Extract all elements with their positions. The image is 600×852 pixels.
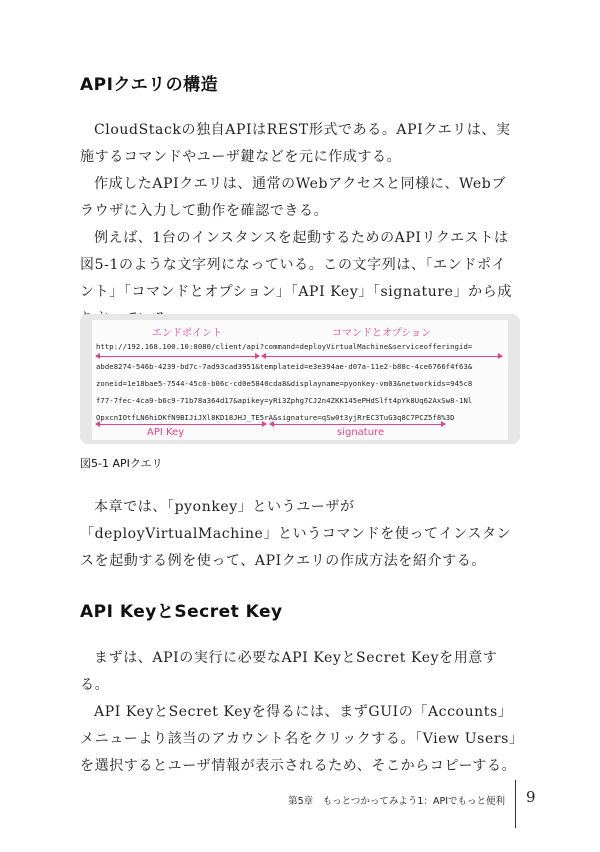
code-line: OpxcnIOtfLN6hiDKfN9BIJiJXl8KD18JHJ_TE5rA&signature=qSw0t3yjRrEC3TuG3q8C7PCZ5f8%3D: [96, 413, 455, 422]
apikey-label: API Key: [147, 427, 185, 438]
endpoint-label: エンドポイント: [152, 328, 222, 339]
paragraph: 作成したAPIクエリは、通常のWebアクセスと同様に、Webブラウザに入力して動作を確認できる。: [80, 176, 506, 219]
code-line: f77-7fec-4ca9-b6c9-71b78a364d17&apikey=yRi3Zphg7CJ2n4ZKK145ePHdSlft4pYk8Uq62AxSw8-1Nl: [96, 396, 473, 405]
figure-caption: 図5-1 APIクエリ: [80, 457, 163, 470]
chapter-footer: 第5章 もっとつかってみよう1：APIでもっと便利: [288, 796, 505, 807]
code-line: http://192.168.100.10:8080/client/api?command=deployVirtualMachine&serviceofferingid=: [96, 342, 473, 351]
section-heading-api-query-structure: APIクエリの構造: [80, 75, 219, 95]
section1-body: [80, 117, 520, 333]
code-line: abde8274-546b-4239-bd7c-7ad93cad3951&templateid=e3e394ae-d07a-11e2-b88c-4ce6766f4f63&: [96, 362, 473, 371]
paragraph: 本章では、「pyonkey」というユーザが「deployVirtualMachine」というコマンドを使ってインスタンスを起動する例を使って、APIクエリの作成方法を紹介する。: [80, 499, 512, 569]
signature-label: signature: [337, 427, 385, 438]
section-heading-api-key-secret-key: API KeyとSecret Key: [80, 602, 283, 622]
paragraph: CloudStackの独自APIはREST形式である。APIクエリは、実施するコマンドやユーザ鍵などを元に作成する。: [80, 122, 511, 165]
endpoint-span-arrow: [96, 356, 259, 357]
page-number: 9: [526, 788, 536, 806]
apikey-span-arrow: [96, 424, 266, 425]
code-line: zoneid=1e18bae5-7544-45c0-b06c-cd0e5840cda8&displayname=pyonkey-vm03&networkids=945c8: [96, 379, 473, 388]
command-span-arrow: [262, 356, 502, 357]
signature-span-arrow: [270, 424, 445, 425]
paragraph: まずは、APIの実行に必要なAPI KeyとSecret Keyを用意する。: [80, 650, 498, 693]
footer-divider: [515, 780, 516, 828]
paragraph: 例えば、1台のインスタンスを起動するためのAPIリクエストは図5-1のような文字列になっている。この文字列は、「エンドポイント」「コマンドとオプション」「API Key」「signature」から成: [80, 230, 512, 300]
paragraph: API KeyとSecret Keyを得るには、まずGUIの「Accounts」メニューより該当のアカウント名をクリックする。「View Users」を選択するとユーザ情報が表示されるため、そこからコピーする。: [80, 704, 517, 774]
command-options-label: コマンドとオプション: [332, 328, 432, 339]
section2-body: [80, 645, 520, 780]
figure-api-query: [80, 314, 520, 444]
figure-screenshot: [92, 320, 508, 440]
section1-after-body: [80, 494, 520, 575]
